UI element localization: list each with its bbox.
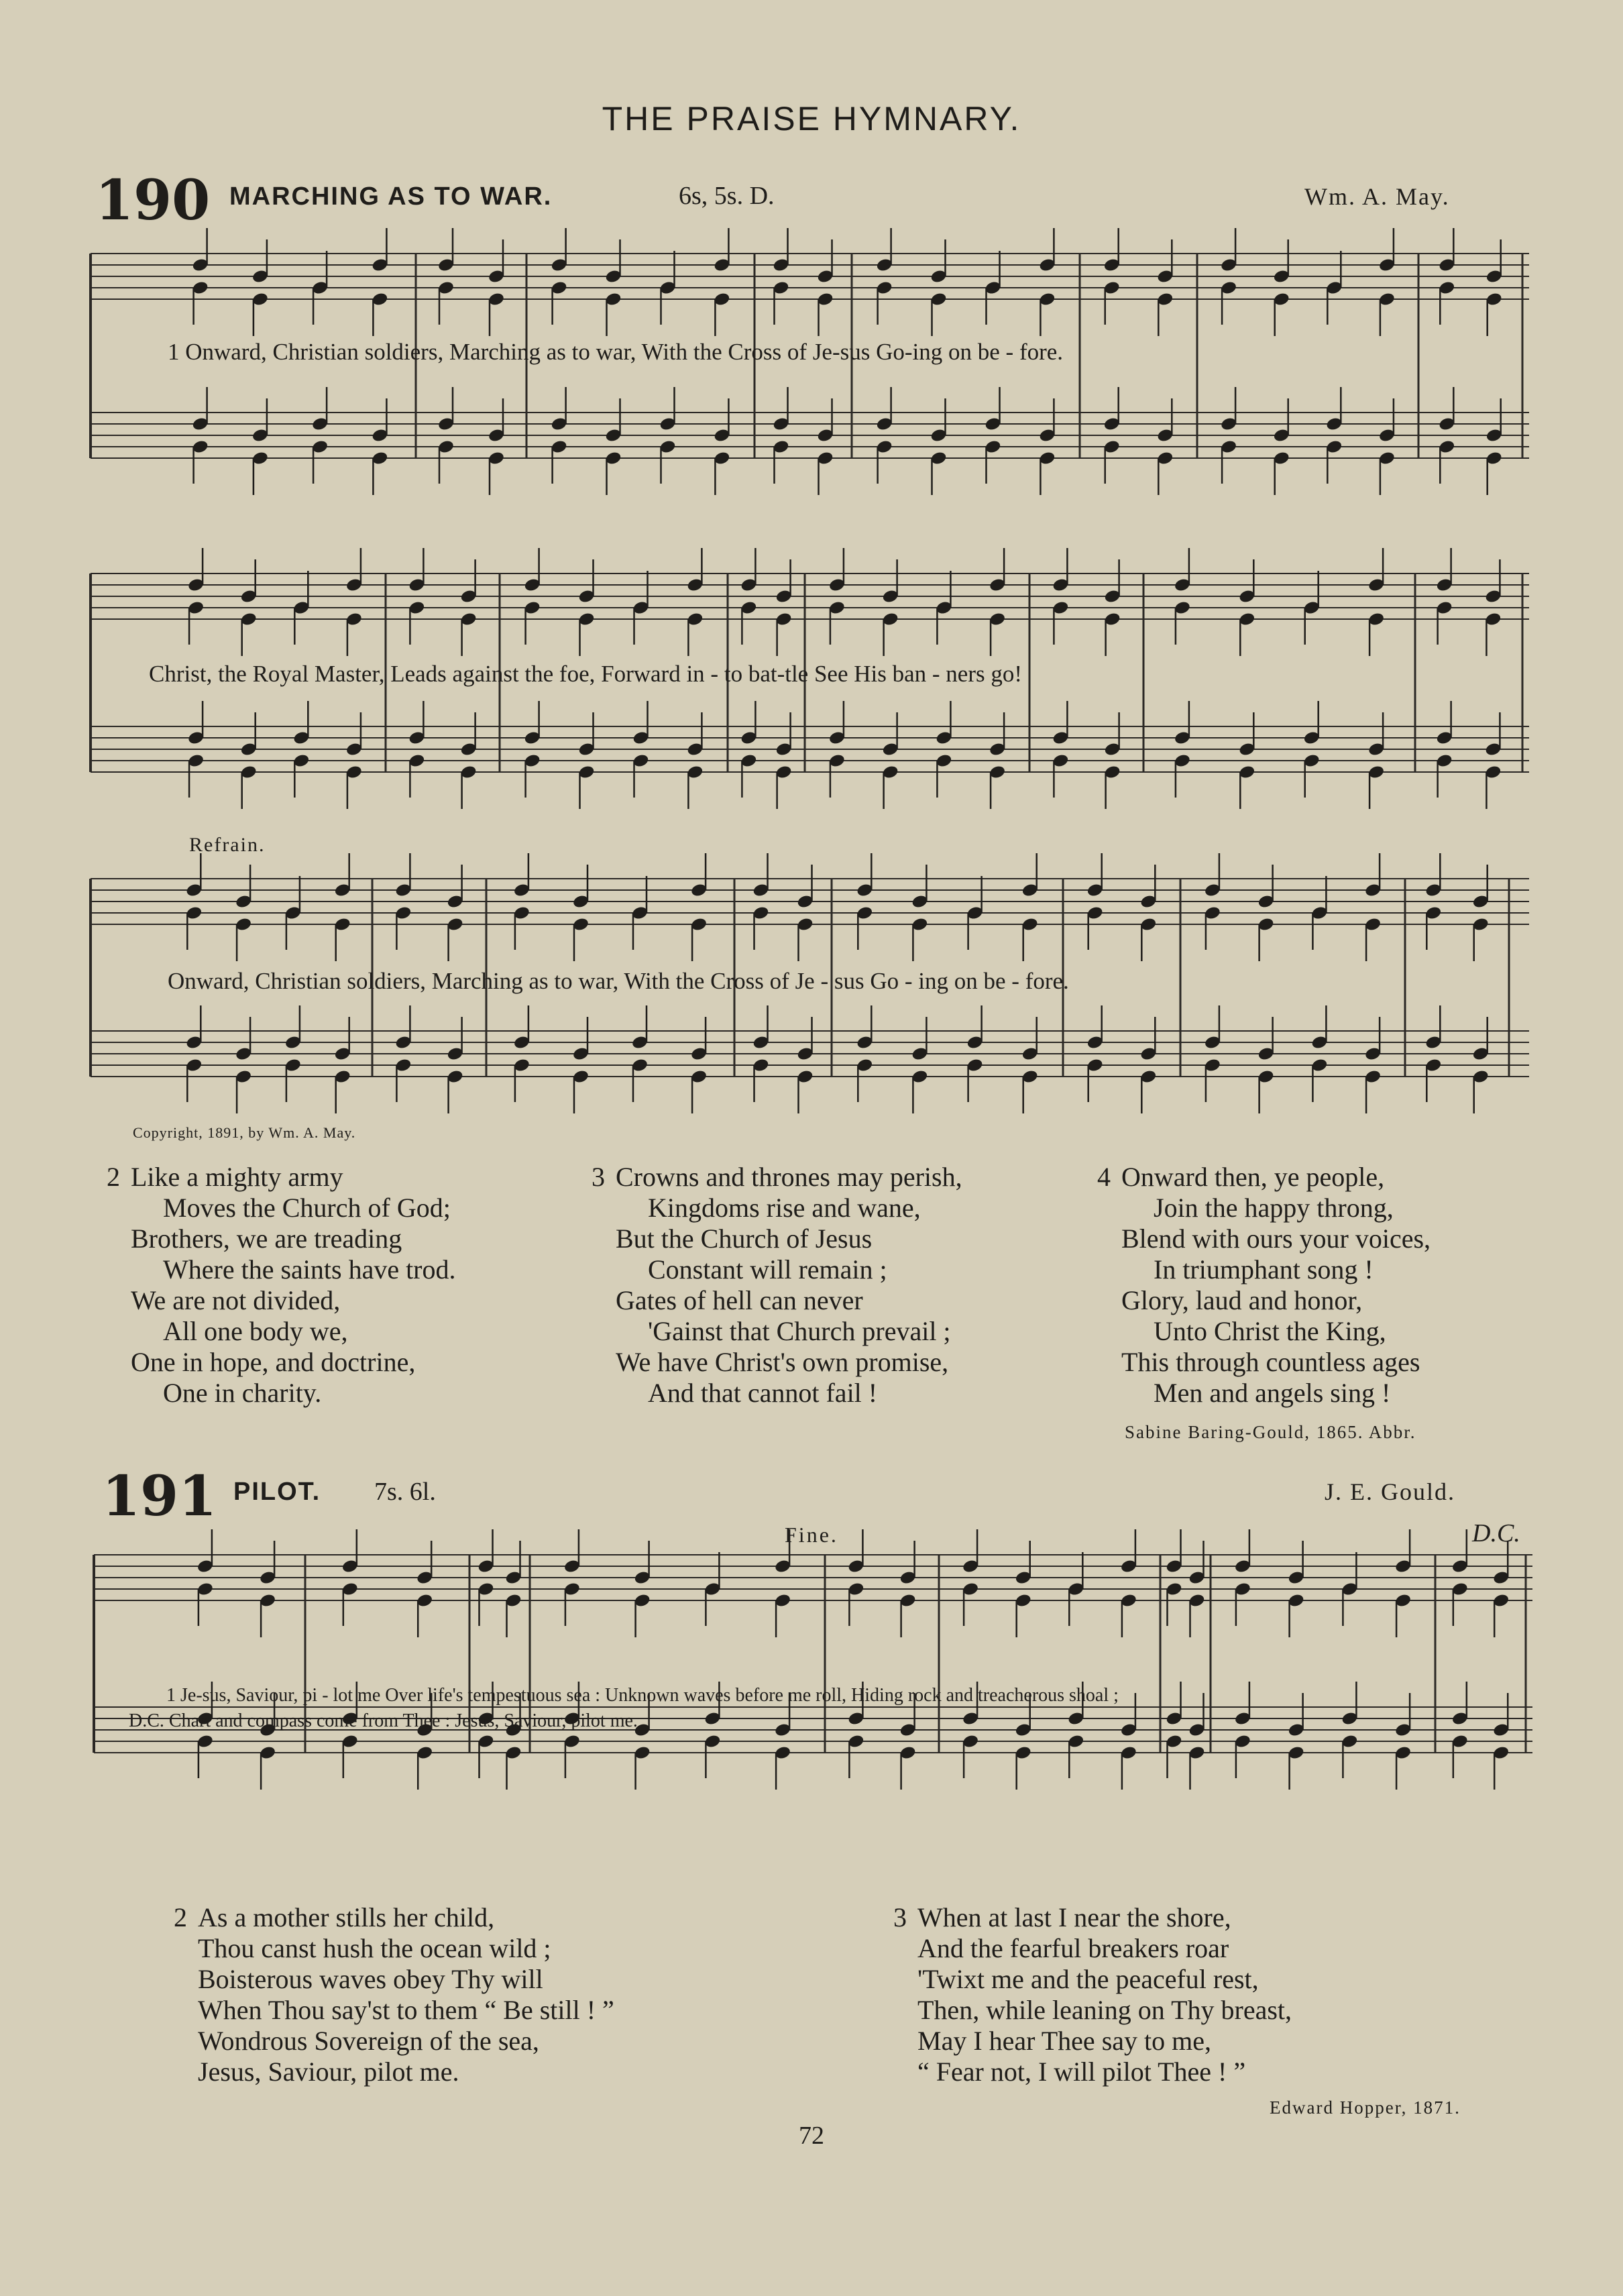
- hymn-191-meter: 7s. 6l.: [374, 1478, 436, 1506]
- stanza-line: Boisterous waves obey Thy will: [198, 1964, 543, 1994]
- hymn-191-tune-name: PILOT.: [233, 1478, 321, 1506]
- stanza-line: Onward then, ye people,: [1121, 1162, 1385, 1192]
- hymn-190-meter: 6s, 5s. D.: [679, 182, 775, 210]
- hymn-190-lyric-line-3: Onward, Christian soldiers, Marching as to war, With the Cross of Je - sus Go - ing on be - fore.: [168, 968, 1069, 994]
- stanza-line: Like a mighty army: [131, 1162, 343, 1192]
- hymn-190-stanza-4: [1097, 1162, 1431, 1409]
- stanza-line: Join the happy throng,: [1154, 1193, 1394, 1223]
- stanza-line: In triumphant song !: [1154, 1254, 1374, 1284]
- stanza-line: We are not divided,: [131, 1285, 341, 1315]
- hymn-191-stanza-2: [174, 1902, 614, 2087]
- hymn-191-composer: J. E. Gould.: [1325, 1478, 1455, 1505]
- hymn-190-stanza-2: [107, 1162, 456, 1409]
- stanza-line: As a mother stills her child,: [198, 1902, 495, 1932]
- stanza-line: “ Fear not, I will pilot Thee ! ”: [917, 2057, 1246, 2087]
- stanza-line: All one body we,: [163, 1316, 348, 1346]
- stanza-line: Kingdoms rise and wane,: [648, 1193, 921, 1223]
- hymn-190-number: 190: [95, 168, 211, 233]
- hymn-190-composer: Wm. A. May.: [1304, 183, 1450, 210]
- stanza-line: Crowns and thrones may perish,: [616, 1162, 962, 1192]
- hymn-190-lyric-line-2: Christ, the Royal Master, Leads against the foe, Forward in - to bat-tle See His ban - ners go!: [149, 661, 1023, 687]
- hymn-190-tune-name: MARCHING AS TO WAR.: [229, 182, 553, 211]
- stanza-number: 3: [893, 1902, 907, 1932]
- stanza-line: Glory, laud and honor,: [1121, 1285, 1363, 1315]
- stanza-line: 'Gainst that Church prevail ;: [648, 1316, 951, 1346]
- stanza-number: 2: [174, 1902, 187, 1932]
- hymn-191-dc-line: D.C. Chart and compass come from Thee : Jesus, Saviour, pilot me.: [129, 1710, 638, 1731]
- page-title: THE PRAISE HYMNARY.: [602, 100, 1021, 138]
- stanza-line: Blend with ours your voices,: [1121, 1223, 1431, 1254]
- stanza-line: Unto Christ the King,: [1154, 1316, 1386, 1346]
- page-number: 72: [799, 2122, 824, 2150]
- hymn-190-refrain-label: Refrain.: [189, 834, 266, 856]
- stanza-number: 2: [107, 1162, 120, 1192]
- stanza-number: 4: [1097, 1162, 1111, 1192]
- stanza-line: And that cannot fail !: [648, 1378, 878, 1408]
- stanza-line: But the Church of Jesus: [616, 1223, 873, 1254]
- hymn-190-copyright: Copyright, 1891, by Wm. A. May.: [133, 1124, 356, 1141]
- stanza-line: Constant will remain ;: [648, 1254, 887, 1284]
- dc-marking: D.C.: [1472, 1519, 1520, 1547]
- stanza-line: When Thou say'st to them “ Be still ! ”: [198, 1995, 614, 2025]
- stanza-line: Moves the Church of God;: [163, 1193, 451, 1223]
- stanza-line: One in charity.: [163, 1378, 322, 1408]
- stanza-line: Men and angels sing !: [1154, 1378, 1391, 1408]
- hymn-190-lyric-line-1: 1 Onward, Christian soldiers, Marching as to war, With the Cross of Je-sus Go-ing on be - fore.: [168, 339, 1064, 365]
- hymn-191-number: 191: [102, 1464, 217, 1529]
- stanza-line: Gates of hell can never: [616, 1285, 863, 1315]
- stanza-line: Then, while leaning on Thy breast,: [917, 1995, 1292, 2025]
- stanza-line: Thou canst hush the ocean wild ;: [198, 1933, 551, 1963]
- stanza-line: When at last I near the shore,: [917, 1902, 1231, 1932]
- hymn-191-author: Edward Hopper, 1871.: [1270, 2097, 1461, 2118]
- hymn-190-stanza-3: [592, 1162, 962, 1409]
- hymn-191-stanza-3: [893, 1902, 1292, 2087]
- fine-marking: Fine.: [785, 1523, 838, 1547]
- stanza-line: One in hope, and doctrine,: [131, 1347, 416, 1377]
- stanza-line: Brothers, we are treading: [131, 1223, 402, 1254]
- stanza-line: This through countless ages: [1121, 1347, 1420, 1377]
- stanza-line: May I hear Thee say to me,: [917, 2026, 1211, 2056]
- hymn-191-lyric-line-1: 1 Je-sus, Saviour, pi - lot me Over life's tempestuous sea : Unknown waves before me roll, Hiding rock and treacherous shoal ;: [166, 1685, 1119, 1706]
- stanza-line: And the fearful breakers roar: [917, 1933, 1229, 1963]
- hymn-190-author: Sabine Baring-Gould, 1865. Abbr.: [1125, 1422, 1416, 1442]
- stanza-number: 3: [592, 1162, 605, 1192]
- stanza-line: Where the saints have trod.: [163, 1254, 456, 1284]
- stanza-line: 'Twixt me and the peaceful rest,: [917, 1964, 1259, 1994]
- stanza-line: Jesus, Saviour, pilot me.: [198, 2057, 459, 2087]
- stanza-line: Wondrous Sovereign of the sea,: [198, 2026, 539, 2056]
- stanza-line: We have Christ's own promise,: [616, 1347, 949, 1377]
